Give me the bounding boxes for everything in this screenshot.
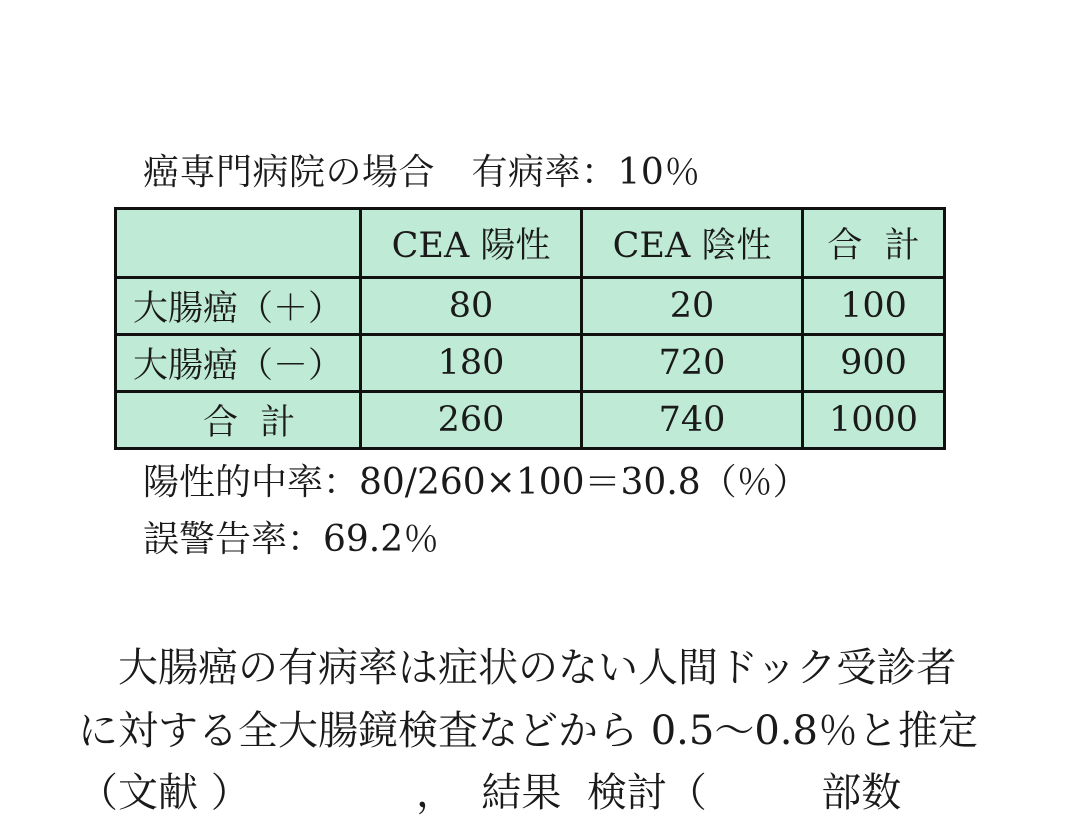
row-label-total: 合 計: [116, 392, 361, 449]
table-cell: 1000: [803, 392, 945, 449]
table-cell: 900: [803, 335, 945, 392]
row-label-cancer-positive: 大腸癌（＋）: [116, 278, 361, 335]
header-cell-cea-positive: CEA 陽性: [361, 209, 582, 278]
table-cell: 180: [361, 335, 582, 392]
table-caption: 癌専門病院の場合 有病率：10％: [143, 152, 701, 193]
table-cell: 100: [803, 278, 945, 335]
false-alarm-rate: 誤警告率：69.2％: [143, 519, 440, 560]
paragraph-line: に対する全大腸鏡検査などから 0.5～0.8％と推定: [78, 708, 978, 754]
row-label-cancer-negative: 大腸癌（－）: [116, 335, 361, 392]
header-cell-total: 合 計: [803, 209, 945, 278]
table-header-row: [116, 209, 945, 278]
table-cell: 20: [582, 278, 803, 335]
table-cell: 260: [361, 392, 582, 449]
table-row: [116, 278, 945, 335]
header-cell-cea-negative: CEA 陰性: [582, 209, 803, 278]
table-row: [116, 335, 945, 392]
table-cell: 740: [582, 392, 803, 449]
cea-contingency-table: [114, 207, 946, 450]
positive-predictive-value-formula: 陽性的中率：80/260×100＝30.8（％）: [143, 462, 809, 503]
paragraph-line: 大腸癌の有病率は症状のない人間ドック受診者: [118, 645, 957, 691]
paragraph-line-cutoff: （文献 ） ， 結果 検討（ 部数: [78, 770, 902, 816]
header-cell-empty: [116, 209, 361, 278]
table-row: [116, 392, 945, 449]
table-cell: 720: [582, 335, 803, 392]
table-cell: 80: [361, 278, 582, 335]
